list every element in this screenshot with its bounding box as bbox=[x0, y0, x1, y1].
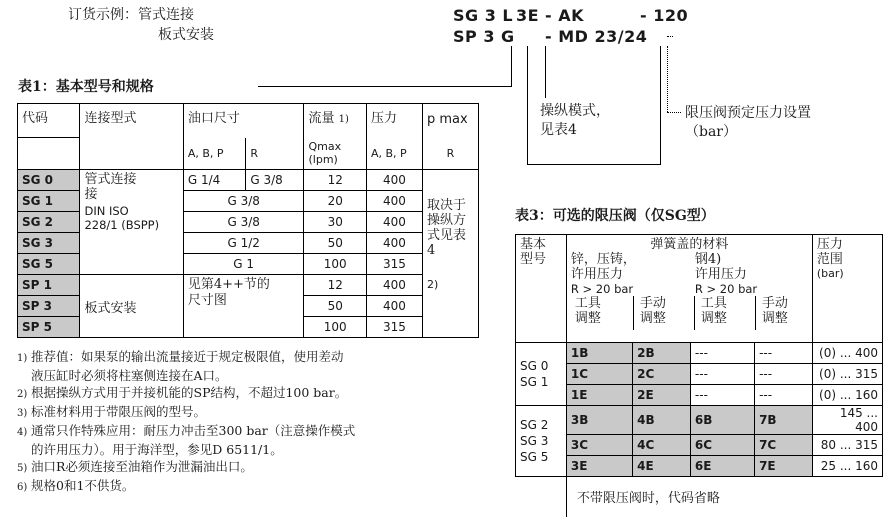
connector-line bbox=[527, 46, 528, 164]
t1-header-ports: 油口尺寸 bbox=[183, 104, 304, 138]
t3-zinc-manual: 4C bbox=[633, 435, 691, 456]
t1-header-pressure: 压力 bbox=[366, 104, 422, 138]
t1-code-sg0: SG 0 bbox=[18, 170, 80, 191]
order-example-label-1: 订货示例：管式连接 bbox=[68, 7, 194, 23]
t1-header-flow-unit: Qmax (lpm) bbox=[304, 138, 366, 170]
t1-flow: 50 bbox=[304, 233, 366, 254]
t3-zinc-tool: 1E bbox=[566, 385, 632, 406]
t1-flow: 12 bbox=[304, 170, 366, 191]
t1-pressure: 400 bbox=[366, 275, 422, 296]
t3-range: 25 ... 160 bbox=[812, 456, 882, 477]
t3-steel-tool: --- bbox=[690, 343, 754, 364]
table3 bbox=[515, 234, 883, 517]
dotted-connector bbox=[667, 36, 673, 37]
order-code-1-part-1: SG 3 L bbox=[453, 6, 514, 25]
t3-steel-manual: 7E bbox=[755, 456, 813, 477]
t1-pressure: 315 bbox=[366, 254, 422, 275]
t1-flow: 50 bbox=[304, 296, 366, 317]
title-rule-line bbox=[258, 86, 511, 87]
t1-ports: G 3/8 bbox=[183, 212, 304, 233]
t1-header-ports-r: R bbox=[246, 138, 304, 170]
order-code-1-part-2: 3E bbox=[516, 6, 540, 25]
t3-steel-tool: --- bbox=[690, 364, 754, 385]
t3-steel-manual: 7C bbox=[755, 435, 813, 456]
t3-steel-tool: 6B bbox=[690, 406, 754, 435]
t3-steel-manual: --- bbox=[755, 364, 813, 385]
t3-zinc-manual: 2E bbox=[633, 385, 691, 406]
footnote: 4) 通常只作特殊应用：耐压力冲击至300 bar（注意操作模式 bbox=[17, 423, 356, 438]
t1-code-sp1: SP 1 bbox=[18, 275, 80, 296]
t1-header-ports-abp: A, B, P bbox=[183, 138, 245, 170]
t1-flow: 20 bbox=[304, 191, 366, 212]
t3-zinc-tool: 1B bbox=[566, 343, 632, 364]
dotted-connector bbox=[667, 112, 681, 113]
t3-header-basic: 基本 型号 bbox=[516, 235, 567, 343]
t3-header-zinc-tool: 工具 调整 bbox=[567, 296, 634, 330]
t1-plate-ports: 见第4++节的 尺寸图 bbox=[183, 275, 304, 338]
t1-flow: 100 bbox=[304, 317, 366, 338]
t3-types-group1: SG 0 SG 1 bbox=[516, 343, 567, 406]
footnote: 5) 油口R必须连接至油箱作为泄漏油出口。 bbox=[17, 459, 253, 474]
t3-range: (0) ... 400 bbox=[812, 343, 882, 364]
t1-code-sp5: SP 5 bbox=[18, 317, 80, 338]
t1-pressure: 400 bbox=[366, 296, 422, 317]
t1-pressure: 315 bbox=[366, 317, 422, 338]
order-code-2-part-2: - MD 23/24 bbox=[545, 27, 648, 46]
t1-code-sg5: SG 5 bbox=[18, 254, 80, 275]
t3-zinc-manual: 4B bbox=[633, 406, 691, 435]
table1-title: 表1：基本型号和规格 bbox=[18, 79, 154, 95]
table1 bbox=[17, 103, 479, 338]
order-code-1-part-3: - AK bbox=[545, 6, 584, 25]
t1-flow: 30 bbox=[304, 212, 366, 233]
t3-zinc-manual: 2C bbox=[633, 364, 691, 385]
t3-types-group2: SG 2 SG 3 SG 5 bbox=[516, 406, 567, 477]
order-code-1-part-4: - 120 bbox=[640, 6, 689, 25]
t3-steel-tool: 6C bbox=[690, 435, 754, 456]
footnote: 液压缸时必须将柱塞侧连接在A口。 bbox=[31, 368, 228, 383]
t3-steel-tool: --- bbox=[690, 385, 754, 406]
t1-ports-abp: G 1/4 bbox=[183, 170, 245, 191]
t3-range: (0) ... 160 bbox=[812, 385, 882, 406]
t1-ports: G 1 bbox=[183, 254, 304, 275]
t1-flow: 100 bbox=[304, 254, 366, 275]
relief-preset-note: 限压阀预定压力设置 （bar） bbox=[685, 105, 811, 140]
t1-code-sg3: SG 3 bbox=[18, 233, 80, 254]
t3-steel-manual: --- bbox=[755, 343, 813, 364]
t1-pressure: 400 bbox=[366, 170, 422, 191]
t1-header-connection: 连接型式 bbox=[80, 104, 183, 170]
t3-footer-note: 不带限压阀时，代码省略 bbox=[566, 477, 882, 517]
t1-r-note: 取决于 操纵方 式见表 4 2) bbox=[422, 170, 478, 338]
footnotes bbox=[17, 348, 497, 496]
t3-header-range: 压力 范围 (bar) bbox=[812, 235, 882, 343]
t3-range: 80 ... 315 bbox=[812, 435, 882, 456]
t1-code-sp3: SP 3 bbox=[18, 296, 80, 317]
table3-title: 表3：可选的限压阀（仅SG型） bbox=[515, 208, 715, 224]
t3-header-steel-tool: 工具 调整 bbox=[695, 296, 756, 330]
t3-zinc-tool: 1C bbox=[566, 364, 632, 385]
order-example-label-2: 板式安装 bbox=[158, 27, 214, 43]
t3-zinc-tool: 3B bbox=[566, 406, 632, 435]
t1-plate-connection: 板式安装 bbox=[80, 275, 183, 338]
t1-pressure: 400 bbox=[366, 212, 422, 233]
footnote: 3) 标准材料用于带限压阀的型号。 bbox=[17, 404, 207, 419]
footnote: 2) 根据操纵方式用于并接机能的SP结构，不超过100 bar。 bbox=[17, 385, 348, 400]
t3-header-zinc-manual: 手动 调整 bbox=[634, 296, 695, 330]
t1-header-flow: 流量 1) bbox=[304, 104, 366, 138]
t3-steel-manual: --- bbox=[755, 385, 813, 406]
t3-zinc-manual: 2B bbox=[633, 343, 691, 364]
t3-header-zinc: 锌，压铸， 许用压力 R > 20 bar bbox=[570, 252, 636, 296]
t3-range: 145 ... 400 bbox=[812, 406, 882, 435]
t1-header-pmax-r: R bbox=[422, 138, 478, 170]
t1-header-pmax: p max bbox=[422, 104, 478, 138]
t1-ports-r: G 3/8 bbox=[246, 170, 304, 191]
t3-header-steel: 钢4) 许用压力 R > 20 bar bbox=[694, 252, 758, 296]
t3-steel-tool: 6E bbox=[690, 456, 754, 477]
t3-steel-manual: 7B bbox=[755, 406, 813, 435]
t1-pressure: 400 bbox=[366, 191, 422, 212]
t1-code-sg1: SG 1 bbox=[18, 191, 80, 212]
footnote: 6) 规格0和1不供货。 bbox=[17, 478, 135, 493]
connector-line bbox=[511, 46, 512, 87]
dotted-connector bbox=[667, 46, 668, 112]
footnote: 1) 推荐值：如果泵的输出流量接近于规定极限值，使用差动 bbox=[17, 349, 344, 364]
order-code-2-part-1: SP 3 G bbox=[453, 27, 515, 46]
t3-zinc-manual: 4E bbox=[633, 456, 691, 477]
t1-header-pressure-abp: A, B, P bbox=[366, 138, 422, 170]
t1-pipe-connection: 管式连接 接 DIN ISO 228/1 (BSPP) bbox=[80, 170, 183, 275]
connector-line bbox=[527, 164, 661, 165]
footnote: 的许用压力）。用于海洋型，参见D 6511/1。 bbox=[31, 442, 283, 457]
t3-zinc-tool: 3C bbox=[566, 435, 632, 456]
connector-line bbox=[660, 46, 661, 165]
t1-header-code: 代码 bbox=[18, 104, 80, 138]
t1-pressure: 400 bbox=[366, 233, 422, 254]
t3-zinc-tool: 3E bbox=[566, 456, 632, 477]
connector-line bbox=[545, 46, 546, 98]
t1-code-sg2: SG 2 bbox=[18, 212, 80, 233]
t1-ports: G 1/2 bbox=[183, 233, 304, 254]
t1-flow: 12 bbox=[304, 275, 366, 296]
t3-header-steel-manual: 手动 调整 bbox=[761, 296, 788, 326]
t1-ports: G 3/8 bbox=[183, 191, 304, 212]
operating-mode-note: 操纵模式， 见表4 bbox=[540, 103, 610, 138]
t3-header-spring: 弹簧盖的材料 锌，压铸， 许用压力 R > 20 bar 钢4) 许用压力 R > 20 bar 工具 调整 手动 调整 工具 调整 手动 调整 bbox=[566, 235, 812, 343]
t3-range: (0) ... 315 bbox=[812, 364, 882, 385]
